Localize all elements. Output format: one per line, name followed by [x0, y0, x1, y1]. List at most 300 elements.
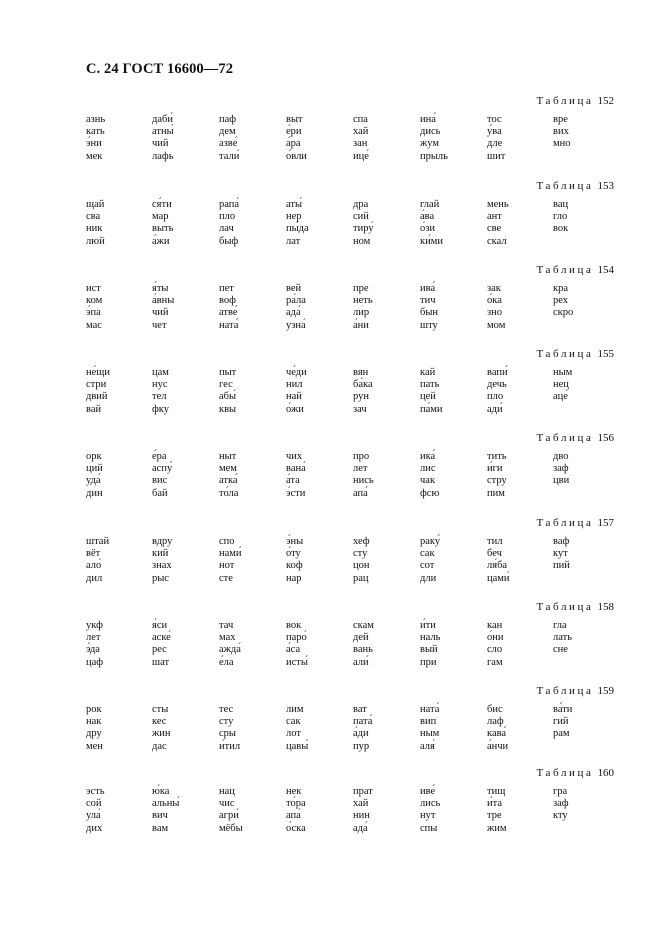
syllable: фсю [420, 487, 440, 499]
table-caption [537, 432, 615, 444]
syllable: нец [553, 379, 569, 391]
syllable: тить [487, 451, 507, 462]
syllable: не́щи [86, 367, 110, 378]
syllable: фку [152, 403, 170, 415]
table-caption [537, 685, 615, 697]
word-column [353, 704, 372, 753]
word-column [219, 620, 241, 669]
syllable: све [487, 223, 502, 235]
syllable: рыс [152, 572, 169, 584]
syllable: вок [286, 620, 302, 631]
syllable: тес [219, 704, 234, 715]
syllable: тищ [487, 786, 506, 797]
word-column [152, 114, 174, 163]
syllable: апа́ [286, 810, 301, 822]
syllable: кан [487, 620, 503, 631]
syllable: мом [487, 319, 506, 331]
table-number: 158 [597, 601, 614, 613]
table-159 [0, 685, 662, 769]
syllable: рок [86, 704, 102, 715]
syllable: кут [553, 548, 568, 560]
syllable: иве́ [420, 786, 436, 797]
syllable: рапа́ [219, 199, 240, 210]
syllable: абы́ [219, 391, 237, 403]
syllable: лет [353, 463, 368, 475]
syllable: дин [86, 487, 103, 499]
word-column [353, 283, 373, 332]
syllable: ната́ [420, 704, 440, 715]
syllable: пре [353, 283, 369, 294]
syllable: лафь [152, 150, 174, 162]
table-number: 157 [597, 517, 614, 529]
syllable: вай [86, 403, 102, 415]
syllable: а́жи [152, 235, 170, 247]
table-caption-label: Таблица [536, 264, 594, 276]
syllable: лир [353, 307, 370, 319]
word-column [553, 704, 572, 741]
word-column [487, 114, 505, 163]
word-column [86, 199, 105, 248]
syllable: нин [353, 810, 370, 822]
syllable: у́ва [487, 126, 502, 138]
syllable: ком [86, 295, 103, 307]
syllable: мно [553, 138, 571, 150]
syllable: че́ди [286, 367, 307, 378]
syllable: дих [86, 822, 103, 834]
syllable: азнь [86, 114, 106, 125]
syllable: и́ги [487, 463, 503, 475]
word-column [219, 536, 242, 585]
syllable: зак [487, 283, 501, 294]
table-number: 156 [597, 432, 614, 444]
syllable: а́нчи [487, 740, 509, 752]
syllable: мен [86, 740, 103, 752]
word-column [353, 451, 374, 500]
syllable: орк [86, 451, 102, 462]
table-caption-label: Таблица [536, 767, 594, 779]
syllable: ади́ [487, 403, 503, 415]
table-157 [0, 517, 662, 601]
syllable: прат [353, 786, 373, 797]
word-column [353, 367, 373, 416]
table-153 [0, 180, 662, 264]
syllable: кес [152, 716, 167, 728]
syllable: ант [487, 211, 502, 223]
word-column [286, 536, 303, 585]
syllable: цавы́ [286, 740, 309, 752]
syllable: рун [353, 391, 369, 403]
word-column [353, 199, 374, 248]
syllable: ба́ка [353, 379, 373, 391]
syllable: нац [219, 786, 235, 797]
syllable: кава́ [487, 728, 507, 740]
syllable: сры [219, 728, 236, 740]
syllable: дво [553, 451, 569, 462]
syllable: и́ти [420, 620, 436, 631]
syllable: э́па [86, 307, 101, 319]
syllable: дас [152, 740, 167, 752]
syllable: най [286, 391, 302, 403]
syllable: выт [286, 114, 303, 125]
syllable: шит [487, 150, 506, 162]
syllable: тиру́ [353, 223, 374, 235]
syllable: прыль [420, 150, 448, 162]
word-column [219, 786, 243, 835]
syllable: дем [219, 126, 236, 138]
syllable: нись [353, 475, 374, 487]
syllable: ся́ти [152, 199, 172, 210]
syllable: чий [152, 138, 169, 150]
table-caption [537, 517, 615, 529]
syllable: гам [487, 656, 503, 668]
word-column [420, 536, 440, 585]
syllable: о́зи [420, 223, 436, 235]
syllable: тали́ [219, 150, 240, 162]
word-column [420, 367, 443, 416]
syllable: дил [86, 572, 103, 584]
syllable: дра [353, 199, 369, 210]
syllable: паро́ [286, 632, 307, 644]
syllable: рес [152, 644, 167, 656]
syllable: тел [152, 391, 167, 403]
word-column [420, 199, 443, 248]
syllable: сло [487, 644, 503, 656]
syllable: пур [353, 740, 370, 752]
syllable: кай [420, 367, 436, 378]
word-column [286, 283, 306, 332]
syllable: сот [420, 560, 435, 572]
syllable: гло [553, 211, 568, 223]
syllable: цей [420, 391, 436, 403]
word-column [152, 367, 169, 416]
syllable: эсть [86, 786, 105, 797]
table-number: 155 [597, 348, 614, 360]
syllable: цон [353, 560, 370, 572]
syllable: ник [86, 223, 103, 235]
table-number: 160 [597, 767, 614, 779]
syllable: азве́ [219, 138, 238, 150]
word-column [86, 367, 110, 416]
word-column [219, 114, 239, 163]
syllable: э́да [86, 644, 100, 656]
table-caption-label: Таблица [536, 95, 594, 107]
syllable: укф [86, 620, 103, 631]
syllable: мек [86, 150, 103, 162]
syllable: ице́ [353, 150, 369, 162]
syllable: нус [152, 379, 168, 391]
table-caption-label: Таблица [536, 348, 594, 360]
syllable: сту [353, 548, 368, 560]
table-caption [537, 601, 615, 613]
syllable: ным [553, 367, 573, 378]
syllable: мем [219, 463, 237, 475]
syllable: лись [420, 798, 441, 810]
syllable: альны́ [152, 798, 180, 810]
word-column [487, 367, 508, 416]
syllable: лаф [487, 716, 504, 728]
word-column [152, 199, 173, 248]
syllable: заф [553, 463, 569, 475]
syllable: ива́ [420, 283, 436, 294]
syllable: о́ни [487, 632, 504, 644]
syllable: о́вли [286, 150, 307, 162]
syllable: скро [553, 307, 574, 319]
syllable: мас [86, 319, 102, 331]
syllable: нак [86, 716, 102, 728]
syllable: беч [487, 548, 502, 560]
syllable: ным [420, 728, 440, 740]
word-column [152, 451, 172, 500]
syllable: вей [286, 283, 302, 294]
syllable: мар [152, 211, 169, 223]
page-header: С. 24 ГОСТ 16600—72 [86, 61, 234, 77]
syllable: э́сти [286, 487, 306, 499]
table-caption [537, 264, 615, 276]
table-caption-label: Таблица [536, 601, 594, 613]
syllable: скал [487, 235, 507, 247]
syllable: нер [286, 211, 302, 223]
word-column [86, 114, 105, 163]
syllable: ада́ [286, 307, 301, 319]
syllable: е́ла [219, 656, 234, 668]
syllable: лет [86, 632, 101, 644]
syllable: мень [487, 199, 509, 210]
syllable: при [420, 656, 437, 668]
word-column [420, 704, 439, 753]
word-column [152, 786, 179, 835]
word-column [286, 786, 306, 835]
syllable: я́си [152, 620, 168, 631]
syllable: а́вны [152, 295, 175, 307]
syllable: наль [420, 632, 441, 644]
syllable: агри́ [219, 810, 239, 822]
syllable: вре [553, 114, 568, 125]
syllable: ада́ [353, 822, 368, 834]
word-column [353, 620, 374, 669]
syllable: сты [152, 704, 169, 715]
syllable: ваф [553, 536, 570, 547]
syllable: аске́ [152, 632, 171, 644]
syllable: бис [487, 704, 503, 715]
syllable: е́ра [152, 451, 167, 462]
word-column [219, 451, 238, 500]
syllable: вок [553, 223, 569, 235]
word-column [553, 367, 572, 404]
syllable: сий [353, 211, 369, 223]
table-caption-label: Таблица [536, 432, 594, 444]
syllable: о́ту [286, 548, 301, 560]
syllable: зно [487, 307, 503, 319]
syllable: бай [152, 487, 168, 499]
table-caption-label: Таблица [536, 685, 594, 697]
syllable: сту [219, 716, 234, 728]
syllable: вань [353, 644, 373, 656]
syllable: стру [487, 475, 507, 487]
syllable: вёт [86, 548, 101, 560]
syllable: цам [152, 367, 169, 378]
word-column [286, 199, 309, 248]
word-column [487, 704, 508, 753]
syllable: тил [487, 536, 503, 547]
syllable: гла [553, 620, 567, 631]
syllable: неть [353, 295, 373, 307]
syllable: аты́ [286, 199, 303, 210]
syllable: цаф [86, 656, 104, 668]
word-column [353, 536, 370, 585]
word-column [553, 199, 568, 236]
syllable: дечь [487, 379, 507, 391]
syllable: кра [553, 283, 569, 294]
syllable: тач [219, 620, 234, 631]
syllable: цами́ [487, 572, 510, 584]
syllable: хай [353, 126, 369, 138]
syllable: узна́ [286, 319, 306, 331]
syllable: лис [420, 463, 436, 475]
syllable: па́ми [420, 403, 443, 415]
syllable: вдру [152, 536, 173, 547]
syllable: пать [420, 379, 440, 391]
syllable: чий [152, 307, 169, 319]
syllable: исты́ [286, 656, 308, 668]
syllable: ист [86, 283, 101, 294]
word-column [86, 620, 103, 669]
syllable: о́жи [286, 403, 304, 415]
word-column [353, 786, 373, 835]
syllable: штай [86, 536, 110, 547]
word-column [420, 283, 438, 332]
syllable: вам [152, 822, 169, 834]
syllable: воф [219, 295, 236, 307]
word-column [487, 283, 505, 332]
syllable: али́ [353, 656, 369, 668]
syllable: и́та [487, 798, 502, 810]
word-column [219, 367, 236, 416]
word-column [487, 451, 507, 500]
syllable: нут [420, 810, 436, 822]
syllable: а́та [286, 475, 300, 487]
word-column [553, 536, 570, 573]
syllable: чет [152, 319, 167, 331]
syllable: вич [152, 810, 168, 822]
syllable: лат [286, 235, 301, 247]
syllable: двий [86, 391, 108, 403]
word-column [420, 786, 440, 835]
syllable: ина́ [420, 114, 436, 125]
syllable: ва́ти [553, 704, 573, 715]
syllable: вац [553, 199, 569, 210]
syllable: а́ра [286, 138, 301, 150]
syllable: спы [420, 822, 438, 834]
syllable: ля́ба [487, 560, 508, 572]
syllable: гра [553, 786, 568, 797]
syllable: сне [553, 644, 568, 656]
syllable: про [353, 451, 370, 462]
syllable: пий [553, 560, 570, 572]
word-column [86, 786, 105, 835]
word-column [553, 283, 573, 320]
table-155 [0, 348, 662, 432]
word-column [286, 367, 307, 416]
syllable: нот [219, 560, 235, 572]
word-column [286, 704, 308, 753]
syllable: а́ва [420, 211, 435, 223]
syllable: сак [286, 716, 301, 728]
syllable: а́са [286, 644, 301, 656]
syllable: ра́ла [286, 295, 306, 307]
syllable: вана́ [286, 463, 306, 475]
syllable: глай [420, 199, 440, 210]
syllable: быф [219, 235, 239, 247]
syllable: тре [487, 810, 502, 822]
syllable: стри [86, 379, 107, 391]
syllable: нек [286, 786, 302, 797]
syllable: сте [219, 572, 233, 584]
word-column [353, 114, 369, 163]
syllable: жум [420, 138, 440, 150]
syllable: кту [553, 810, 568, 822]
table-caption [537, 95, 615, 107]
table-number: 154 [597, 264, 614, 276]
syllable: кать [86, 126, 105, 138]
word-column [152, 620, 171, 669]
table-number: 159 [597, 685, 614, 697]
syllable: ната́ [219, 319, 239, 331]
table-154 [0, 264, 662, 348]
syllable: шту [420, 319, 438, 331]
syllable: пата́ [353, 716, 373, 728]
syllable: о́ка [487, 295, 502, 307]
syllable: тос [487, 114, 502, 125]
syllable: спа [353, 114, 368, 125]
syllable: вих [553, 126, 569, 138]
syllable: аля́ [420, 740, 435, 752]
syllable: мёбы [219, 822, 243, 834]
syllable: рех [553, 295, 569, 307]
table-158 [0, 601, 662, 685]
syllable: квы [219, 403, 237, 415]
word-column [86, 451, 103, 500]
syllable: дей [353, 632, 369, 644]
word-column [86, 283, 102, 332]
table-160 [0, 767, 662, 851]
syllable: дли [420, 572, 437, 584]
syllable: аце́ [553, 391, 568, 403]
syllable: чис [219, 798, 235, 810]
syllable: дле [487, 138, 503, 150]
syllable: сва [86, 211, 101, 223]
syllable: пим [487, 487, 505, 499]
word-column [487, 620, 504, 669]
word-column [286, 451, 306, 500]
syllable: спо [219, 536, 235, 547]
word-column [219, 704, 240, 753]
syllable: пло [487, 391, 504, 403]
syllable: ныт [219, 451, 237, 462]
syllable: заф [553, 798, 569, 810]
syllable: ю́ка [152, 786, 170, 797]
table-156 [0, 432, 662, 516]
syllable: щай [86, 199, 105, 210]
syllable: лач [219, 223, 234, 235]
syllable: сак [420, 548, 435, 560]
syllable: ало́ [86, 560, 102, 572]
syllable: чак [420, 475, 436, 487]
word-column [487, 786, 507, 835]
syllable: атве́ [219, 307, 238, 319]
syllable: и́тил [219, 740, 241, 752]
syllable: дру [86, 728, 102, 740]
syllable: е́ри [286, 126, 302, 138]
